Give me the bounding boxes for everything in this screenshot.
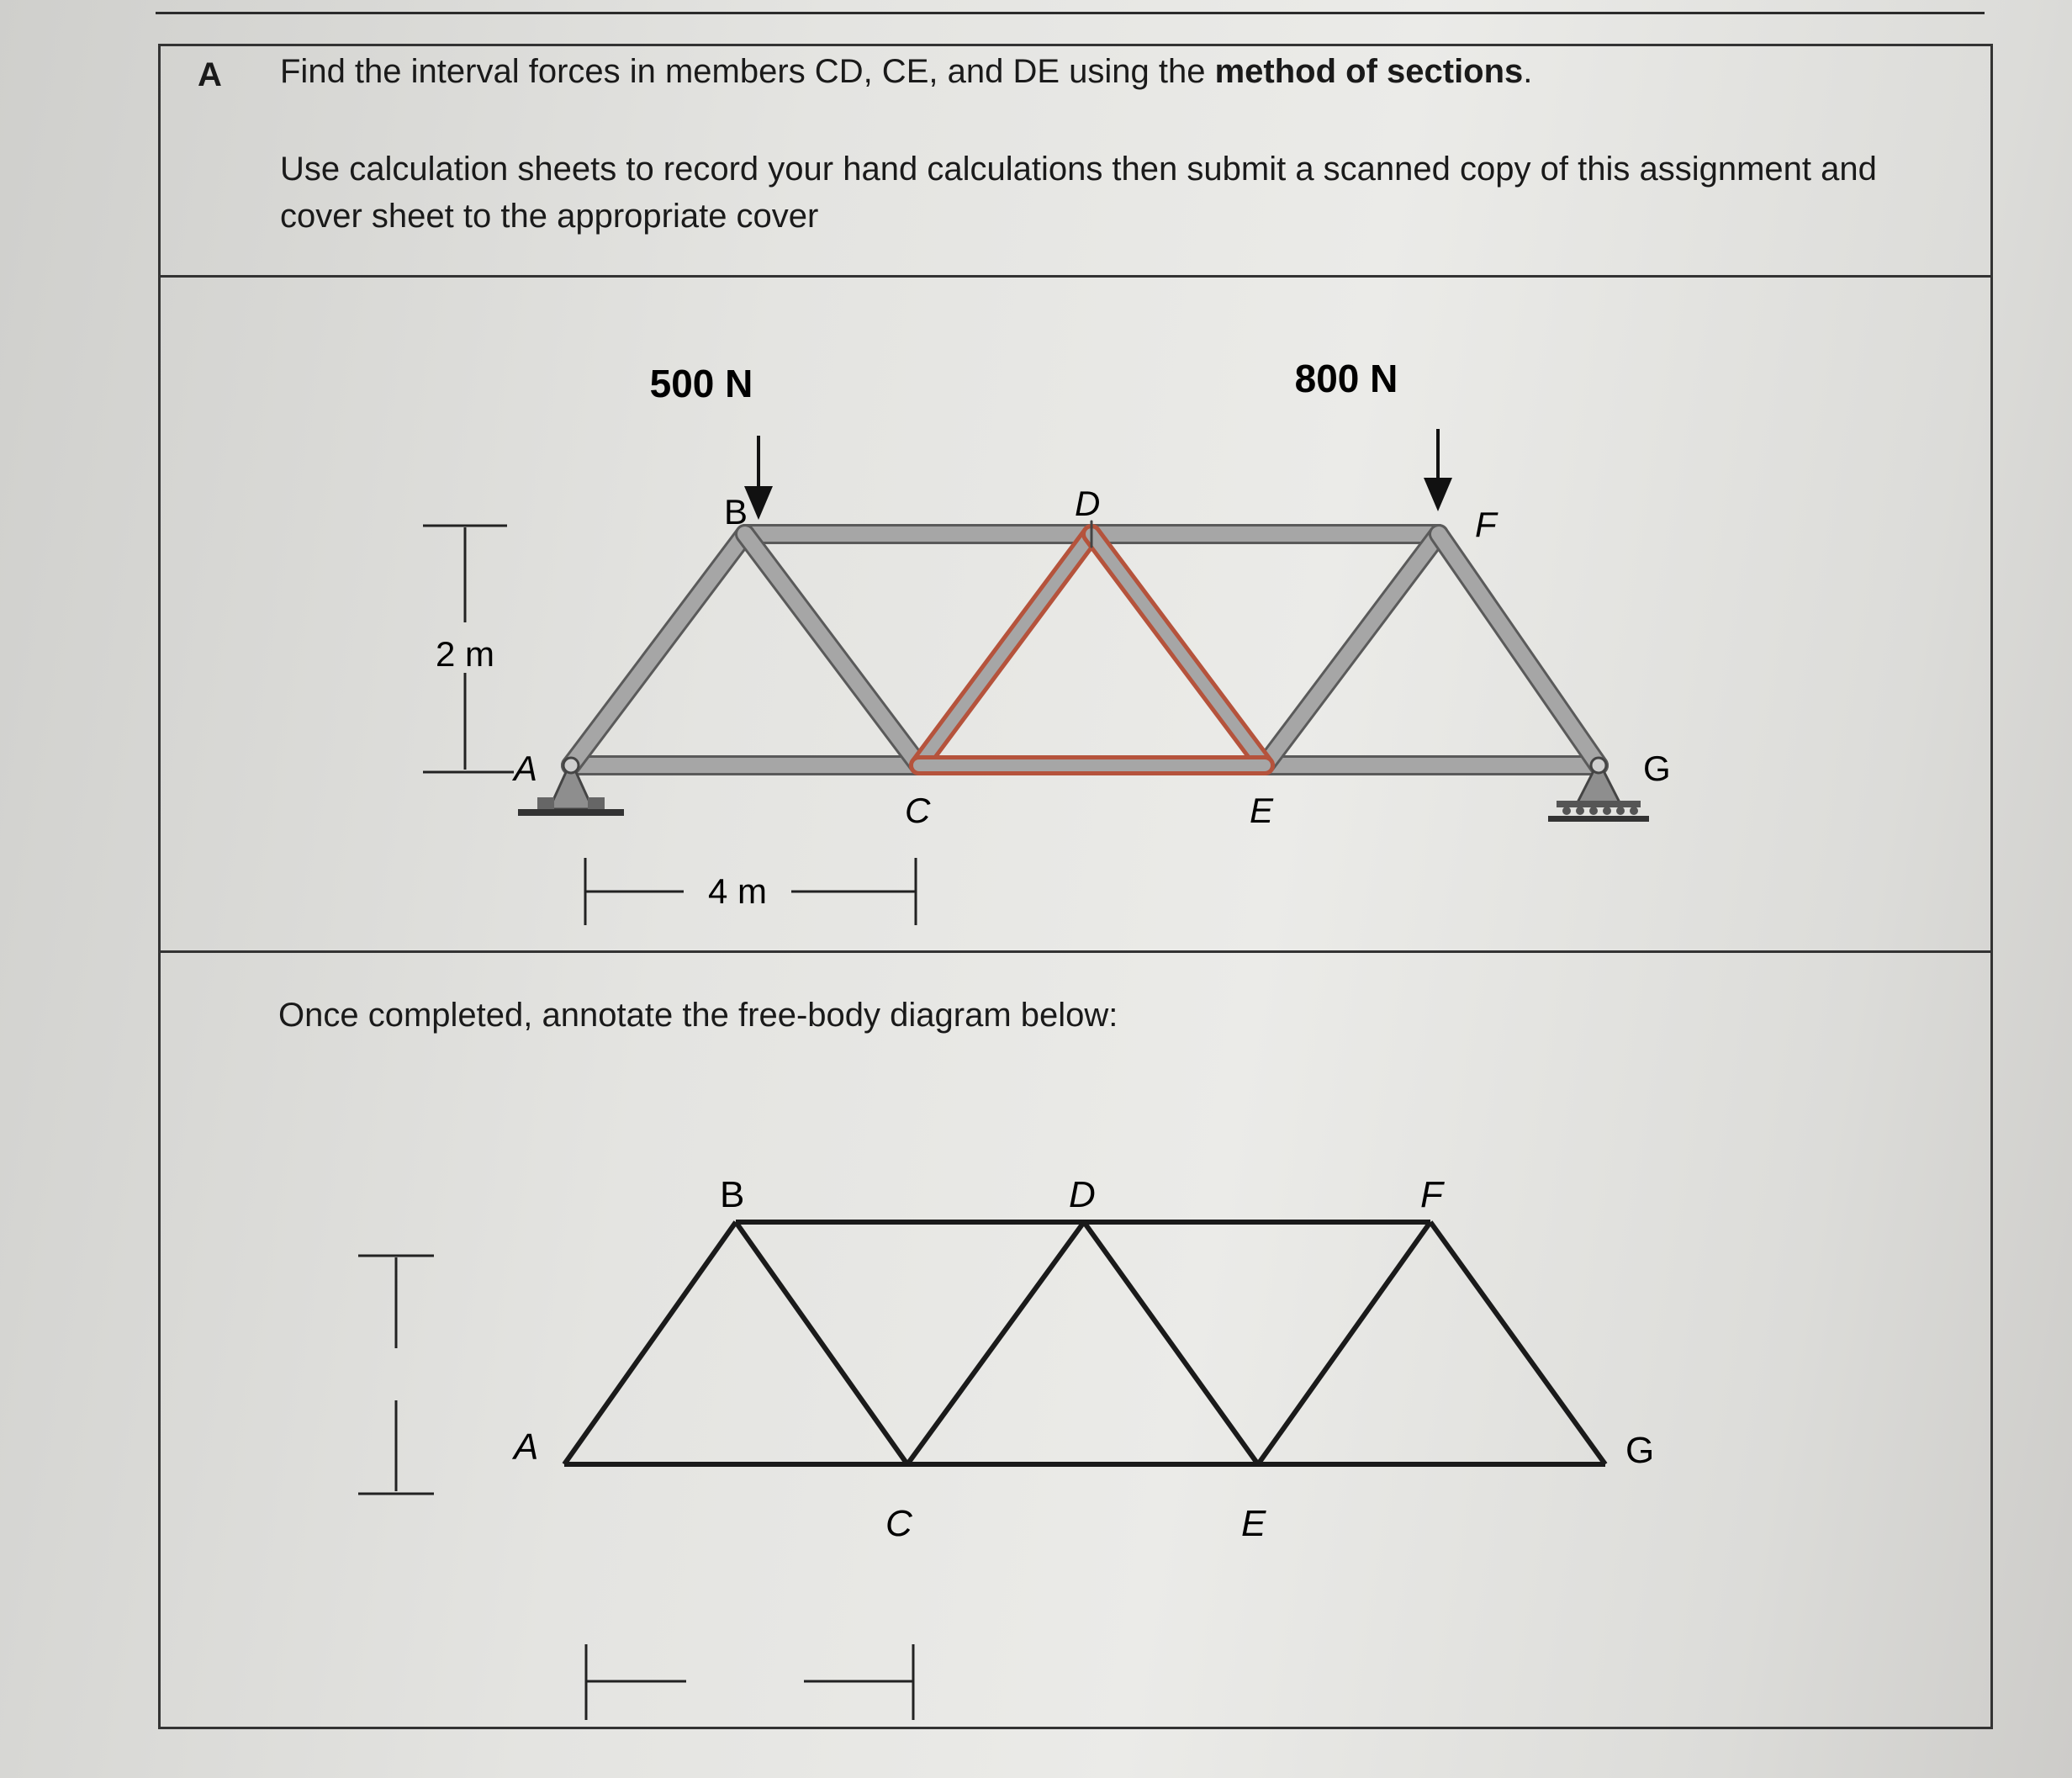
truss-members [571,521,1599,765]
fbd-node-label-c: C [885,1503,912,1544]
free-body-row [161,953,1990,1727]
fbd-members [564,1222,1605,1464]
top-rule [156,12,1985,14]
node-label-c: C [905,791,931,830]
node-label-d: D [1075,484,1101,523]
fbd-prompt: Once completed, annotate the free-body diagram below: [278,997,1118,1034]
node-label-g: G [1643,749,1671,788]
node-label-a: A [514,749,538,788]
question-row [161,46,1990,278]
fbd-node-label-g: G [1625,1430,1655,1471]
fbd-span-dimension [586,1644,913,1720]
question-bold: method of sections [1214,53,1524,90]
fbd-member-ab [564,1222,736,1464]
node-label-b: B [724,492,748,532]
question-suffix: . [1523,53,1533,90]
load-arrow-b [744,436,773,520]
fbd-member-fg [1430,1222,1605,1464]
fbd-node-label-b: B [720,1174,745,1215]
fbd-member-bc [736,1222,907,1464]
fbd-node-label-d: D [1069,1174,1096,1215]
fbd-node-label-f: F [1420,1174,1443,1215]
fbd-node-label-e: E [1241,1503,1266,1544]
fbd-member-de [1084,1222,1258,1464]
question-prefix: Find the interval forces in members CD, CE, and DE using the [280,53,1215,90]
fbd-member-ef [1258,1222,1430,1464]
instructions-text: Use calculation sheets to record your hand calculations then submit a scanned copy of this assignment and cover sheet to the appropriate cover [280,151,1877,235]
span-label: 4 m [707,871,768,911]
section-letter: A [198,56,222,93]
node-label-f: F [1475,505,1497,544]
fbd-node-label-a: A [514,1426,539,1468]
question-text [280,53,1920,91]
worksheet-table [158,44,1993,1729]
truss-diagram-row [161,278,1990,953]
height-label: 2 m [435,634,495,674]
fbd-member-cd [907,1222,1084,1464]
node-label-e: E [1250,791,1274,830]
truss-diagram [161,278,1990,950]
load-label-f: 800 N [1294,357,1398,400]
free-body-diagram [161,953,1990,1727]
load-arrow-f [1424,429,1452,511]
load-label-b: 500 N [649,362,753,405]
fbd-height-dimension [358,1256,434,1494]
